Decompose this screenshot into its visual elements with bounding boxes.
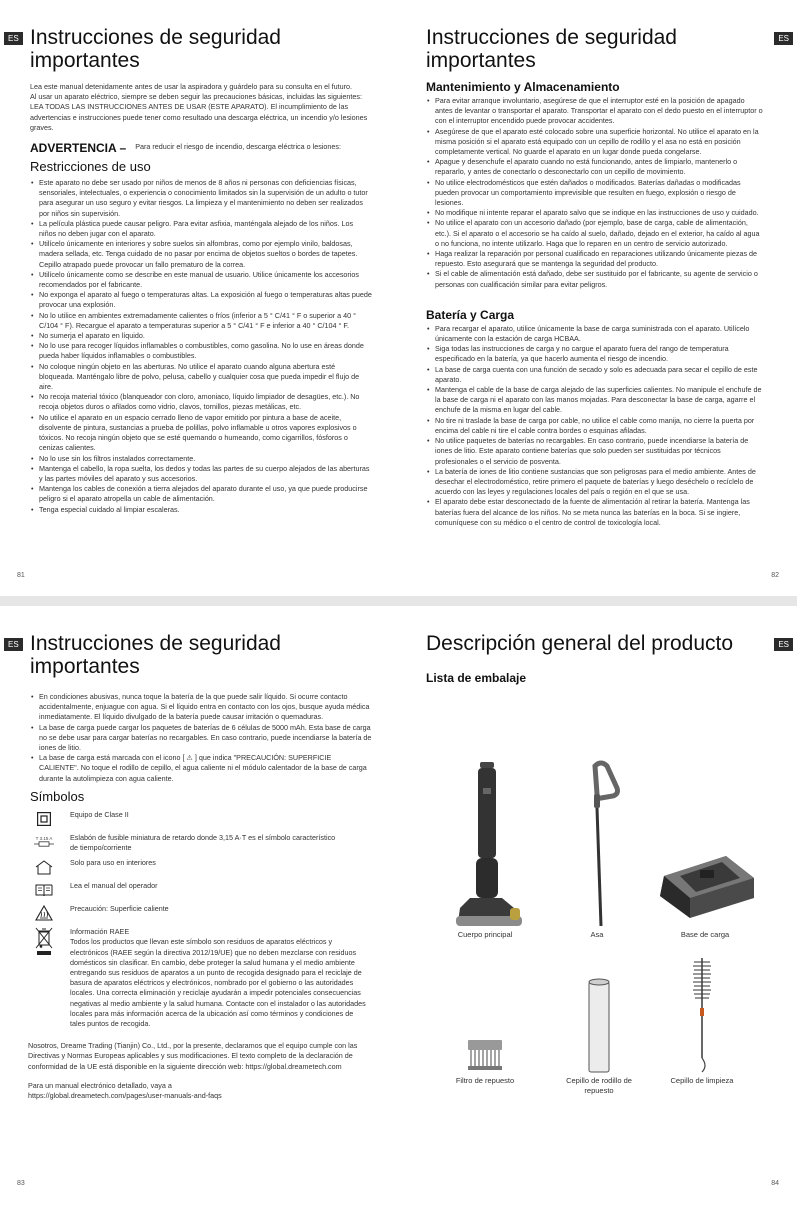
manual-link-text[interactable]: Para un manual electrónico detallado, vaya a https://global.dreametech.com/pages/user-manuals-and-faqs xyxy=(28,1080,222,1101)
page-title: Instrucciones de seguridad importantes xyxy=(30,632,281,678)
page-84-content xyxy=(426,632,766,687)
battery-safety-list xyxy=(30,692,372,784)
warning-title: ADVERTENCIA – xyxy=(30,141,127,156)
restrictions-list xyxy=(30,178,372,515)
section-title: Batería y Carga xyxy=(426,307,515,322)
section-title: Lista de embalaje xyxy=(426,671,527,685)
list-item: • No utilice el aparato en un espacio cerrado lleno de vapor emitido por pintura a base de aceite, disolvente de pintura, sustancias a prueba de polillas, polvo inflamable u otros vapores explosivos o tóxicos. No recoja ningún objeto que se esté quemando o humeando, como cigarrillos, fósforos o cenizas calientes. xyxy=(30,413,372,454)
handle-icon xyxy=(557,758,637,930)
list-item: • La base de carga puede cargar los paquetes de baterías de 6 células de 5000 mAh. Esta base de carga no se debe usar para cargar baterías no recargables. En caso contrario, puede incendiarse la batería de iones de litio. xyxy=(30,723,372,754)
list-item: • No utilice electrodomésticos que estén dañados o modificados. Baterías dañadas o modificadas pueden provocar un comportamiento imprevisible que resulten en fuego, explosión o riesgo de lesiones. xyxy=(426,178,764,209)
packing-item xyxy=(435,948,535,1086)
page-82-content xyxy=(426,26,764,528)
roller-brush-icon xyxy=(553,948,645,1076)
list-item: • No modifique ni intente reparar el aparato salvo que se indique en las instrucciones de uso y cuidado. xyxy=(426,208,764,218)
symbol-text: Equipo de Clase II xyxy=(70,809,129,819)
list-item: • Utilícelo únicamente como se describe en este manual de usuario. Utilice únicamente los accesorios recomendados por el fabricante. xyxy=(30,270,372,290)
page-81 xyxy=(0,0,398,596)
list-item: • La película plástica puede causar peligro. Para evitar asfixia, manténgala alejado de los niños. Los niños no deben jugar con el aparato. xyxy=(30,219,372,239)
list-item: • No tire ni traslade la base de carga por cable, no utilice el cable como manija, no cierre la puerta por encima del cable ni tire el cable contra bordes o esquinas afiladas. xyxy=(426,416,764,436)
list-item: • No exponga el aparato al fuego o temperaturas altas. La exposición al fuego o temperaturas altas puede provocar una explosión. xyxy=(30,290,372,310)
page-84 xyxy=(399,606,797,1206)
spread-bottom xyxy=(0,606,797,1206)
list-item: • Mantenga el cabello, la ropa suelta, los dedos y todas las partes de su cuerpo alejados de las aberturas y las partes móviles del aparato y sus accesorios. xyxy=(30,464,372,484)
hot-surface-icon xyxy=(32,904,56,922)
filter-icon xyxy=(435,948,535,1076)
intro-paragraph: Lea este manual detenidamente antes de usar la aspiradora y guárdelo para su consulta en el futuro. xyxy=(30,82,353,91)
battery-list xyxy=(426,324,764,528)
list-item: • No sumerja el aparato en líquido. xyxy=(30,331,372,341)
language-tag: ES xyxy=(4,32,23,45)
weee-bin-icon xyxy=(32,927,56,959)
warning-block xyxy=(30,141,372,155)
page-number: 84 xyxy=(771,1180,779,1187)
page-number: 83 xyxy=(17,1180,25,1187)
warning-text: Para reducir el riesgo de incendio, descarga eléctrica o lesiones: xyxy=(135,142,341,152)
language-tag: ES xyxy=(774,638,793,651)
symbol-text: Precaución: Superficie caliente xyxy=(70,904,169,914)
page-82 xyxy=(399,0,797,596)
symbol-text: Solo para uso en interiores xyxy=(70,858,156,868)
symbol-row xyxy=(30,881,372,899)
symbols-list xyxy=(30,810,372,1029)
page-83 xyxy=(0,606,398,1206)
main-body-icon xyxy=(435,758,535,930)
page-title: Descripción general del producto xyxy=(426,632,734,655)
item-label: Base de carga xyxy=(680,930,730,939)
cleaning-brush-icon xyxy=(652,948,752,1076)
list-item: • No utilice el aparato con un accesorio dañado (por ejemplo, base de carga, cable de alimentación, etc.). Si el aparato o el accesorio se ha caído al suelo, dañado, dejado en el exterior, ha caído al agua o no funciona, no intente utilizarlo. Haga que lo reparen en un centro de servicio autorizado. xyxy=(426,218,764,249)
list-item: • La batería de iones de litio contiene sustancias que son peligrosas para el medio ambiente. Antes de desechar el electrodoméstico, retire primero el paquete de baterías y luego deséchelo o recíclelo de acuerdo con las leyes y regulaciones locales del país o región en el que se usa. xyxy=(426,467,764,498)
spread-top xyxy=(0,0,797,596)
maintenance-list xyxy=(426,96,764,290)
symbol-text: Lea el manual del operador xyxy=(70,881,158,891)
list-item: • Siga todas las instrucciones de carga y no cargue el aparato fuera del rango de temperatura especificado en la batería, ya que hacerlo aumenta el riesgo de incendio. xyxy=(426,344,764,364)
list-item: • No lo use para recoger líquidos inflamables o combustibles, como gasolina. No lo use en áreas donde pueda haber líquidos inflamables o combustibles. xyxy=(30,341,372,361)
charging-base-icon xyxy=(645,758,765,930)
item-label: Filtro de repuesto xyxy=(455,1076,515,1085)
list-item: • No recoja material tóxico (blanqueador con cloro, amoniaco, líquido limpiador de desagües, etc.). No recoja objetos duros o afilados como vidrio, clavos, tornillos, piezas metálicas, etc. xyxy=(30,392,372,412)
packing-item xyxy=(553,948,645,1096)
intro-paragraph: LEA TODAS LAS INSTRUCCIONES ANTES DE USAR (ESTE APARATO). El incumplimiento de las advertencias e instrucciones puede tener como resultado una descarga eléctrica, un incendio y/o lesiones graves. xyxy=(30,102,368,132)
language-tag: ES xyxy=(774,32,793,45)
list-item: • Si el cable de alimentación está dañado, debe ser sustituido por el fabricante, su agente de servicio o personas con cualificación similar para evitar peligros. xyxy=(426,269,764,289)
symbol-row xyxy=(30,810,372,828)
packing-item xyxy=(652,948,752,1086)
section-title: Mantenimiento y Almacenamiento xyxy=(426,80,620,94)
list-item: • No lo use sin los filtros instalados correctamente. xyxy=(30,454,372,464)
symbol-row xyxy=(30,927,372,1029)
page-83-content xyxy=(30,632,372,1101)
manual-book-icon xyxy=(32,881,56,899)
item-label: Cepillo de rodillo de repuesto xyxy=(566,1076,632,1095)
intro-paragraph: Al usar un aparato eléctrico, siempre se deben seguir las precauciones básicas, incluidas las siguientes: xyxy=(30,92,363,102)
fuse-icon: T 3.15 A xyxy=(32,833,56,851)
section-title: Símbolos xyxy=(30,788,85,804)
list-item: • El aparato debe estar desconectado de la fuente de alimentación al retirar la batería. Mantenga las baterías fuera del alcance de los niños. No se meta nunca las baterías en la boca. Si se ingiere, comuníquese con su médico o el centro de control de toxicología local. xyxy=(426,497,764,528)
list-item: • Mantenga el cable de la base de carga alejado de las superficies calientes. No manipule el enchufe de la base de carga ni el aparato con las manos mojadas. Para desconectar la base de carga, agarre el enchufe de la misma en lugar del cable. xyxy=(426,385,764,416)
page-number: 82 xyxy=(771,572,779,579)
section-title: Restricciones de uso xyxy=(30,159,151,175)
declaration-text: Nosotros, Dreame Trading (Tianjin) Co., Ltd., por la presente, declaramos que el equipo cumple con las Directivas y Normas Europeas aplicables y sus modificaciones. El texto completo de la declaración de conformidad de la UE está disponible en la siguiente dirección web: https://global.dreametech.com xyxy=(28,1041,358,1071)
page-title: Instrucciones de seguridad importantes xyxy=(426,26,677,72)
list-item: • Apague y desenchufe el aparato cuando no está funcionando, antes de limpiarlo, mantenerlo o repararlo, y antes de conectarlo o desconectarlo con un cepillo de movimiento. xyxy=(426,157,764,177)
list-item: • Para recargar el aparato, utilice únicamente la base de carga suministrada con el aparato. Utilícelo únicamente con la estación de carga HCBAA. xyxy=(426,324,764,344)
class-ii-icon xyxy=(32,810,56,828)
indoor-house-icon xyxy=(32,858,56,876)
page-title: Instrucciones de seguridad importantes xyxy=(30,26,281,72)
list-item: • Utilícelo únicamente en interiores y sobre suelos sin alfombras, como por ejemplo vinilo, baldosas, madera sellada, etc. Tenga cuidado de no pasar por encima de objetos sueltos o bordes de tapetes. Cepillo atrapado puede provocar un fallo prematuro de la correa. xyxy=(30,239,372,270)
list-item: • No utilice paquetes de baterías no recargables. En caso contrario, puede incendiarse la batería de iones de litio. Este aparato contiene baterías que solo pueden ser sustituidas por técnicos profesionales o el servicio de posventa. xyxy=(426,436,764,467)
list-item: • Este aparato no debe ser usado por niños de menos de 8 años ni personas con deficiencias físicas, sensoriales, intelectuales, o experiencia o conocimiento limitados sin la supervisión de un adulto o tutor para asegurar un uso seguro y evitar riesgos. La limpieza y el mantenimiento no deben ser realizados por niños sin supervisión. xyxy=(30,178,372,219)
symbol-row xyxy=(30,904,372,922)
list-item: • Mantenga los cables de conexión a tierra alejados del aparato durante el uso, ya que puede producirse peligro si el aparato atropella un cable de alimentación. xyxy=(30,484,372,504)
page-81-content xyxy=(30,26,372,515)
symbol-text: Información RAEE Todos los productos que llevan este símbolo son residuos de aparatos eléctricos y electrónicos (RAEE según la directiva 2012/19/UE) que no deben mezclarse con residuos domésticos sin clasificar. En cambio, debe proteger la salud humana y el medio ambiente entregando sus residuos de aparatos a un punto de recogida designado para el reciclaje de basura de aparatos eléctricos y electrónicos, nombrado por el gobierno o las autoridades locales. Una correcta eliminación y reciclaje ayudarán a impedir potenciales consecuencias negativas al medio ambiente y la salud humana. Contacte con el instalador o las autoridades locales para más información acerca de la ubicación así como términos y condiciones de tales puntos de recogida. xyxy=(70,927,366,1029)
list-item: • Tenga especial cuidado al limpiar escaleras. xyxy=(30,505,372,515)
list-item: • La base de carga está marcada con el icono [ ⚠ ] que indica "PRECAUCIÓN: SUPERFICIE CALIENTE". No toque el rodillo de cepillo, el agua caliente ni el módulo calentador de la base de carga durante la autolimpieza con agua caliente. xyxy=(30,753,372,784)
list-item: • En condiciones abusivas, nunca toque la batería de la que puede salir líquido. Si ocurre contacto accidentalmente, enjuague con agua. Si el líquido entra en contacto con los ojos, busque ayuda médica inmediatamente. El líquido divulgado de la batería puede causar irritación o quemaduras. xyxy=(30,692,372,723)
symbol-row xyxy=(30,833,372,853)
item-label: Asa xyxy=(590,930,604,939)
item-label: Cepillo de limpieza xyxy=(670,1076,734,1085)
item-label: Cuerpo principal xyxy=(457,930,513,939)
list-item: • No lo utilice en ambientes extremadamente calientes o fríos (inferior a 5 ° C/41 ° F o superior a 40 ° C/104 ° F). Recargue el aparato a temperaturas superior a 5 ° C/41 ° F e inferior a 40 ° C/104 ° F. xyxy=(30,311,372,331)
list-item: • Para evitar arranque involuntario, asegúrese de que el interruptor esté en la posición de apagado antes de levantar o transportar el aparato. Transportar el aparato con el dedo puesto en el interruptor o con el interruptor encendido puede provocar accidentes. xyxy=(426,96,764,127)
list-item: • Asegúrese de que el aparato esté colocado sobre una superficie horizontal. No utilice el aparato en la misma posición si el aparato está equipado con un cepillo de rodillo y el asa no está en posición completamente vertical. No guarde el aparato en un lugar donde pueda congelarse. xyxy=(426,127,764,158)
packing-item xyxy=(557,758,637,940)
language-tag: ES xyxy=(4,638,23,651)
packing-item xyxy=(645,758,765,940)
symbol-row xyxy=(30,858,372,876)
packing-item xyxy=(435,758,535,940)
list-item: • Haga realizar la reparación por personal cualificado en reparaciones utilizando únicamente piezas de repuesto. Esto asegurará que se mantenga la seguridad del producto. xyxy=(426,249,764,269)
list-item: • La base de carga cuenta con una función de secado y solo es adecuada para secar el cepillo de este aparato. xyxy=(426,365,764,385)
symbol-text: Eslabón de fusible miniatura de retardo donde 3,15 A·T es el símbolo característico de tiempo/corriente xyxy=(70,832,336,853)
list-item: • No coloque ningún objeto en las aberturas. No utilice el aparato cuando alguna abertura esté bloqueada. Manténgalo libre de polvo, pelusa, cabello y cualquier cosa que pueda impedir el flujo de aire. xyxy=(30,362,372,393)
page-number: 81 xyxy=(17,572,25,579)
